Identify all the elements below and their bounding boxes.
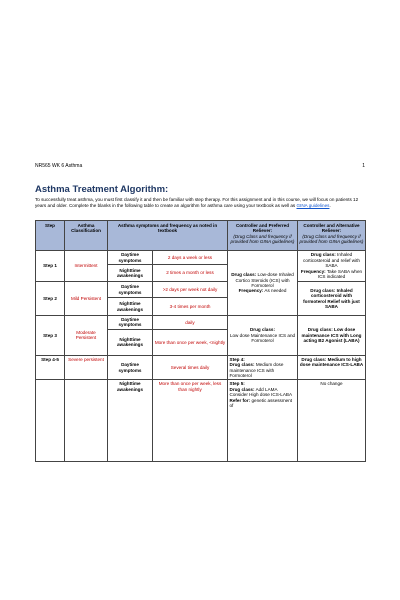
refer-text: genetic assessment of: [229, 397, 293, 409]
symptom-value: 2 days a week or less: [153, 251, 228, 265]
symptom-value: >2 days per week not daily: [153, 282, 228, 298]
classification-cell: Moderate Persistent: [65, 316, 108, 356]
symptom-value: Several times daily: [153, 355, 228, 380]
table-row: [36, 355, 366, 380]
gina-guidelines-link[interactable]: GINA guidelines: [296, 203, 330, 209]
table-row: [36, 251, 366, 265]
step-cell: Step 3: [36, 316, 65, 356]
header-controller-note: (Drug Class and frequency if provided from GINA guidelines): [230, 233, 295, 245]
alternative-step-4: Drug class: Medium to high dose maintenance ICS-LABA: [298, 355, 366, 380]
header-alternative-note: (Drug Class and frequency if provided from GINA guidelines): [299, 233, 364, 245]
symptom-label: Nighttime awakenings: [108, 329, 153, 355]
drug-class-label: Drug class:: [229, 362, 255, 368]
drug-class-label: Drug class:: [231, 272, 257, 278]
symptom-value: daily: [153, 316, 228, 330]
drug-class-text: Inhaled corticosteroid and relief with SABA: [303, 252, 360, 269]
intro-paragraph: [35, 197, 365, 210]
intro-end: .: [329, 203, 331, 209]
symptom-value: More than once per week, <nightly: [153, 329, 228, 355]
symptom-label: Nighttime awakenings: [108, 265, 153, 282]
symptom-label: Nighttime awakenings: [108, 380, 153, 462]
alternative-step-5: No change: [298, 380, 366, 462]
symptom-label: Daytime symptoms: [108, 316, 153, 330]
classification-cell: Mild Persistent: [65, 282, 108, 316]
drug-class-label: Drug class:: [229, 386, 255, 392]
table-row: [36, 316, 366, 330]
header-alternative-title: Controller and Alternative Reliever:: [303, 223, 360, 234]
classification-cell: Intermittent: [65, 251, 108, 282]
header-course: NR565 WK 6 Asthma: [35, 163, 83, 169]
step-cell-empty: [36, 380, 65, 462]
frequency-label: Frequency:: [300, 268, 326, 274]
step-cell: Step 2: [36, 282, 65, 316]
classification-cell-empty: [65, 380, 108, 462]
header-alternative: [298, 221, 366, 251]
frequency-text: As needed: [264, 288, 287, 294]
drug-class-text: Add LAMA Consider High dose ICS-LABA: [229, 386, 293, 398]
header-classification: Asthma Classification: [65, 221, 108, 251]
refer-label: Refer for:: [229, 397, 251, 403]
symptom-value: More than once per week, less than nightly: [153, 380, 228, 462]
header-controller-title: Controller and Preferred Reliever:: [235, 223, 290, 234]
alternative-cell: [298, 251, 366, 282]
alternative-cell: Drug class: Low dose maintenance ICS with Long acting B2 Agonist (LABA): [298, 316, 366, 356]
header-symptoms: Asthma symptoms and frequency as noted in textbook: [108, 221, 228, 251]
controller-cell: [228, 316, 298, 356]
symptom-label: Daytime symptoms: [108, 282, 153, 298]
symptom-value: 2 times a month or less: [153, 265, 228, 282]
document-title: Asthma Treatment Algorithm:: [35, 184, 169, 195]
drug-class-text: Medium dose maintenance ICS with Formoterol: [229, 362, 284, 379]
step-cell: Step 4-5: [36, 355, 65, 380]
classification-cell: Severe persistent: [65, 355, 108, 380]
frequency-label: Frequency:: [238, 288, 264, 294]
intro-text: To successfully treat asthma, you must first classify it and then be familiar with step therapy. For this assignment and in this course, we will focus on patients 12 years and older. Complete the blanks in the following table to create an algorithm for asthma care using your textbook as well as: [35, 197, 359, 209]
header-step: Step: [36, 221, 65, 251]
symptom-label: Daytime symptoms: [108, 355, 153, 380]
table-row: [36, 282, 366, 298]
table-row: [36, 380, 366, 462]
drug-class-text: Low-dose Inhaled Cortico Steroids (ICS) with Formoterol: [235, 272, 294, 288]
alternative-cell: Drug class: Inhaled corticosteroid with formoterol Relief with just SABA: [298, 282, 366, 316]
controller-step-5: [228, 380, 298, 462]
table-header-row: [36, 221, 366, 251]
symptom-label: Nighttime awakenings: [108, 298, 153, 316]
drug-class-label: Drug class:: [310, 252, 336, 258]
drug-class-text: Low dose Maintenance ICS and Formoterol: [229, 332, 296, 344]
step-cell: Step 1: [36, 251, 65, 282]
header-controller: [228, 221, 298, 251]
step-5-title: Step 5:: [229, 381, 245, 387]
step-4-title: Step 4:: [229, 356, 245, 362]
drug-class-label: Drug class:: [249, 327, 276, 333]
symptom-label: Daytime symptoms: [108, 251, 153, 265]
controller-steps-1-2: [228, 251, 298, 316]
frequency-text: Take SABA when ICS indicated: [317, 268, 363, 280]
page-header: [35, 163, 365, 169]
symptom-value: 3-4 times per month: [153, 298, 228, 316]
asthma-algorithm-table: [35, 220, 366, 462]
page-number: 1: [362, 163, 365, 169]
controller-step-4: [228, 355, 298, 380]
